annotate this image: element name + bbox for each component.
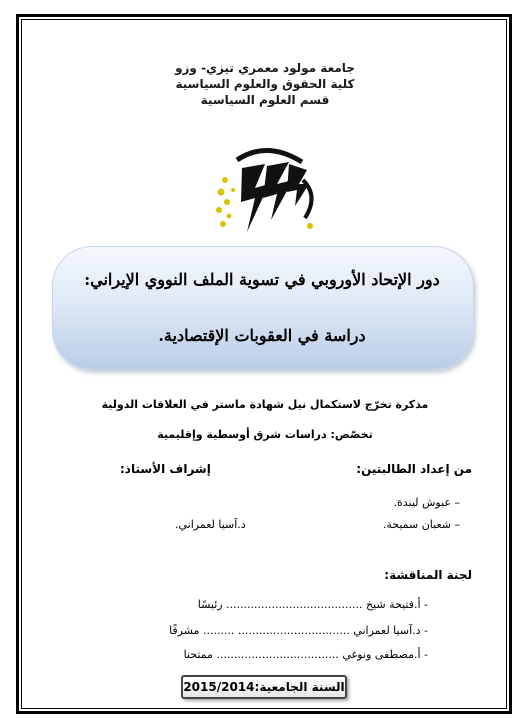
prepared-by-label: من إعداد الطالبتين: [356,462,472,476]
student-name: – شعبان سميحة. [382,518,460,531]
institution-header [0,60,530,108]
committee-member [98,624,428,637]
dotted-leader: ................................... [216,648,339,661]
member-role: ممتحنا [183,648,213,661]
specialty-line: تخصّص: دراسات شرق أوسطية وإقليمية [157,428,373,441]
faculty-name: كلية الحقوق والعلوم السياسية [175,77,355,91]
committee-member [98,648,428,661]
thesis-title: دور الإتحاد الأوروبي في تسوية الملف النووي الإيراني: [84,270,440,289]
thesis-subtitle: دراسة في العقوبات الإقتصادية. [158,326,366,345]
degree-statement: مذكرة تخرّج لاستكمال نيل شهادة ماستر في العلاقات الدولية [101,398,429,411]
department-name: قسم العلوم السياسية [200,93,330,107]
committee-member [98,598,428,611]
student-name: – عبوش ليندة. [393,496,460,509]
member-name: - أ.مصطفى ونوغي [342,648,428,661]
member-name: - أ.فتيحة شيخ [365,598,428,611]
academic-year-box: السنة الجامعية:2015/2014 [181,675,347,699]
dotted-leader: ................................ ......... [202,624,350,637]
member-role: مشرفًا [169,624,200,637]
member-name: - د.آسيا لعمراني [353,624,428,637]
dotted-leader: ....................................... [226,598,363,611]
university-logo-icon [207,140,327,240]
title-banner [52,246,474,370]
committee-label: لجنة المناقشة: [384,568,472,582]
member-role: رئيسًا [197,598,223,611]
supervisor-name: د.آسيا لعمراني. [175,518,246,531]
supervision-label: إشراف الأستاذ: [120,462,211,476]
university-name: جامعة مولود معمري تيزي- وزو [175,61,355,75]
